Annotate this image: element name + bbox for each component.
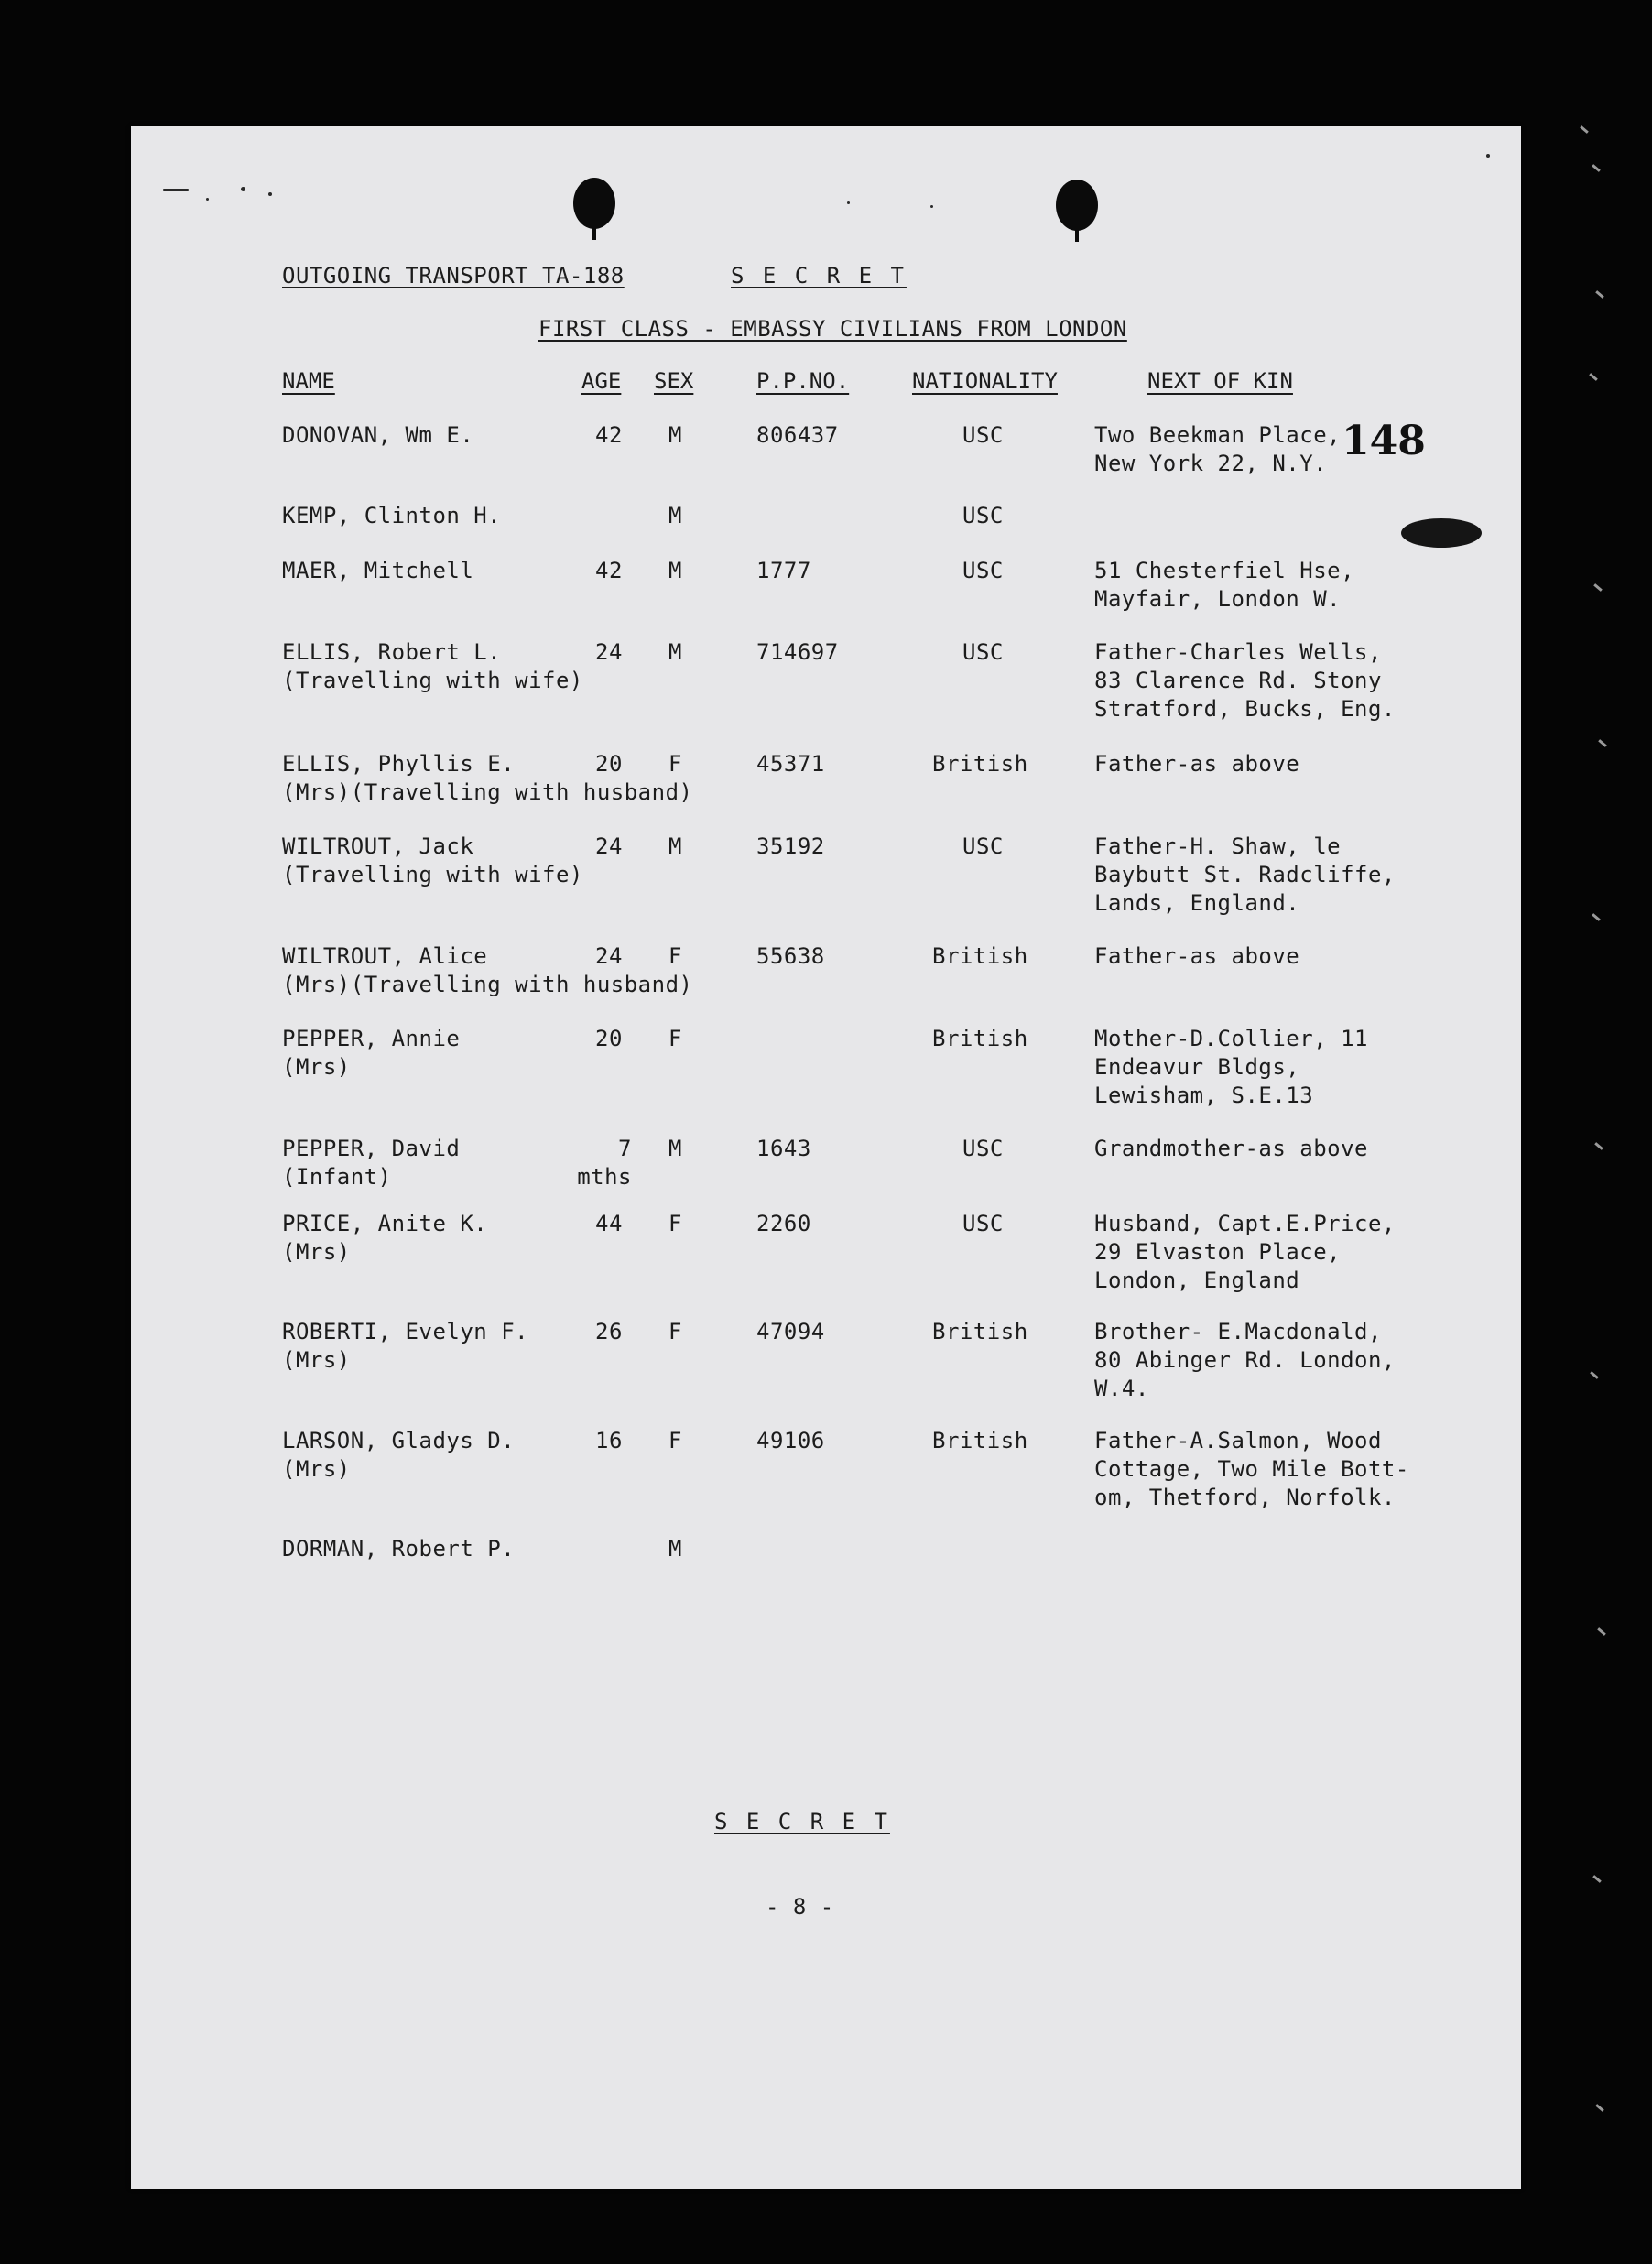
- speck: [206, 198, 209, 201]
- passenger-age: 24: [595, 639, 623, 665]
- nationality: British: [932, 1319, 1028, 1344]
- scan-mark: [1594, 1142, 1603, 1150]
- passport-number: 714697: [756, 639, 839, 665]
- scan-mark: [1598, 739, 1607, 747]
- column-header-nationality: NATIONALITY: [912, 368, 1058, 394]
- document-subtitle: FIRST CLASS - EMBASSY CIVILIANS FROM LONDON: [538, 316, 1127, 342]
- nationality: British: [932, 943, 1028, 969]
- passenger-name: PEPPER, Annie (Mrs): [282, 1026, 461, 1080]
- speck: [163, 189, 189, 191]
- speck: [241, 187, 245, 191]
- passenger-age: 42: [595, 558, 623, 583]
- passenger-age: 16: [595, 1428, 623, 1453]
- scan-mark: [1580, 125, 1589, 134]
- scan-mark: [1597, 1627, 1606, 1636]
- passenger-name: DORMAN, Robert P.: [282, 1536, 516, 1562]
- nationality: USC: [962, 1136, 1004, 1161]
- next-of-kin: Father-as above: [1094, 943, 1300, 969]
- passport-number: 1777: [756, 558, 811, 583]
- passenger-name: ELLIS, Phyllis E. (Mrs)(Travelling with husband): [282, 751, 693, 805]
- passenger-name: ROBERTI, Evelyn F. (Mrs): [282, 1319, 529, 1373]
- passport-number: 49106: [756, 1428, 825, 1453]
- column-header-sex: SEX: [654, 368, 694, 394]
- passenger-age: 20: [595, 751, 623, 777]
- passenger-age: 20: [595, 1026, 623, 1051]
- next-of-kin: Two Beekman Place, New York 22, N.Y.: [1094, 422, 1342, 476]
- punch-hole-right: [1056, 180, 1098, 231]
- speck: [930, 205, 933, 208]
- passenger-age: 44: [595, 1211, 623, 1236]
- next-of-kin: Father-A.Salmon, Wood Cottage, Two Mile Bott- om, Thetford, Norfolk.: [1094, 1428, 1409, 1510]
- punch-hole-left: [573, 178, 615, 229]
- passenger-name: PRICE, Anite K. (Mrs): [282, 1211, 488, 1265]
- next-of-kin: Father-Charles Wells, 83 Clarence Rd. Stony Stratford, Bucks, Eng.: [1094, 639, 1396, 722]
- nationality: USC: [962, 422, 1004, 448]
- document-page: [131, 126, 1521, 2189]
- passenger-name: WILTROUT, Alice (Mrs)(Travelling with husband): [282, 943, 693, 997]
- nationality: British: [932, 1026, 1028, 1051]
- scan-mark: [1593, 583, 1603, 592]
- passenger-sex: M: [668, 1136, 682, 1161]
- scan-mark: [1595, 290, 1604, 299]
- next-of-kin: 51 Chesterfiel Hse, Mayfair, London W.: [1094, 558, 1355, 612]
- passenger-name: PEPPER, David (Infant): [282, 1136, 461, 1190]
- passenger-sex: F: [668, 1211, 682, 1236]
- passenger-name: WILTROUT, Jack (Travelling with wife): [282, 833, 583, 887]
- passenger-sex: F: [668, 1428, 682, 1453]
- passenger-sex: M: [668, 1536, 682, 1562]
- passenger-name: KEMP, Clinton H.: [282, 503, 502, 528]
- secret-header: S E C R E T: [731, 263, 907, 288]
- passport-number: 2260: [756, 1211, 811, 1236]
- scan-mark: [1592, 913, 1601, 921]
- next-of-kin: Husband, Capt.E.Price, 29 Elvaston Place, London, England: [1094, 1211, 1396, 1293]
- passenger-sex: F: [668, 751, 682, 777]
- passenger-name: DONOVAN, Wm E.: [282, 422, 474, 448]
- passenger-sex: F: [668, 943, 682, 969]
- column-header-next-of-kin: NEXT OF KIN: [1147, 368, 1293, 394]
- page-stamp-number: 148: [1342, 418, 1426, 464]
- speck: [268, 192, 272, 196]
- passport-number: 47094: [756, 1319, 825, 1344]
- passport-number: 806437: [756, 422, 839, 448]
- scan-mark: [1590, 1371, 1599, 1379]
- ink-blot: [1401, 518, 1482, 548]
- next-of-kin: Father-H. Shaw, le Baybutt St. Radcliffe, Lands, England.: [1094, 833, 1396, 916]
- passenger-sex: F: [668, 1026, 682, 1051]
- speck: [847, 201, 850, 204]
- passenger-age: 26: [595, 1319, 623, 1344]
- passenger-age: 24: [595, 833, 623, 859]
- next-of-kin: Grandmother-as above: [1094, 1136, 1368, 1161]
- nationality: British: [932, 1428, 1028, 1453]
- passenger-sex: M: [668, 422, 682, 448]
- passport-number: 45371: [756, 751, 825, 777]
- passenger-age: 7 mths: [577, 1136, 632, 1190]
- passenger-sex: M: [668, 639, 682, 665]
- next-of-kin: Brother- E.Macdonald, 80 Abinger Rd. London, W.4.: [1094, 1319, 1396, 1401]
- column-header-age: AGE: [581, 368, 622, 394]
- passenger-age: 24: [595, 943, 623, 969]
- passport-number: 55638: [756, 943, 825, 969]
- speck: [1486, 154, 1490, 158]
- scan-mark: [1595, 2104, 1604, 2112]
- passenger-sex: M: [668, 833, 682, 859]
- next-of-kin: Father-as above: [1094, 751, 1300, 777]
- nationality: USC: [962, 1211, 1004, 1236]
- nationality: USC: [962, 558, 1004, 583]
- next-of-kin: Mother-D.Collier, 11 Endeavur Bldgs, Lewisham, S.E.13: [1094, 1026, 1368, 1108]
- transport-header: OUTGOING TRANSPORT TA-188: [282, 263, 625, 288]
- nationality: USC: [962, 639, 1004, 665]
- passenger-sex: M: [668, 503, 682, 528]
- passenger-name: MAER, Mitchell: [282, 558, 474, 583]
- secret-footer: S E C R E T: [714, 1809, 890, 1834]
- column-header-name: NAME: [282, 368, 335, 394]
- page-number: - 8 -: [766, 1894, 834, 1920]
- passenger-age: 42: [595, 422, 623, 448]
- passenger-sex: M: [668, 558, 682, 583]
- passenger-name: ELLIS, Robert L. (Travelling with wife): [282, 639, 583, 693]
- scan-mark: [1589, 373, 1598, 381]
- passport-number: 35192: [756, 833, 825, 859]
- scan-mark: [1592, 164, 1601, 172]
- passport-number: 1643: [756, 1136, 811, 1161]
- nationality: British: [932, 751, 1028, 777]
- passenger-name: LARSON, Gladys D. (Mrs): [282, 1428, 516, 1482]
- nationality: USC: [962, 503, 1004, 528]
- column-header-pp-no: P.P.NO.: [756, 368, 850, 394]
- nationality: USC: [962, 833, 1004, 859]
- scan-mark: [1592, 1875, 1602, 1883]
- passenger-sex: F: [668, 1319, 682, 1344]
